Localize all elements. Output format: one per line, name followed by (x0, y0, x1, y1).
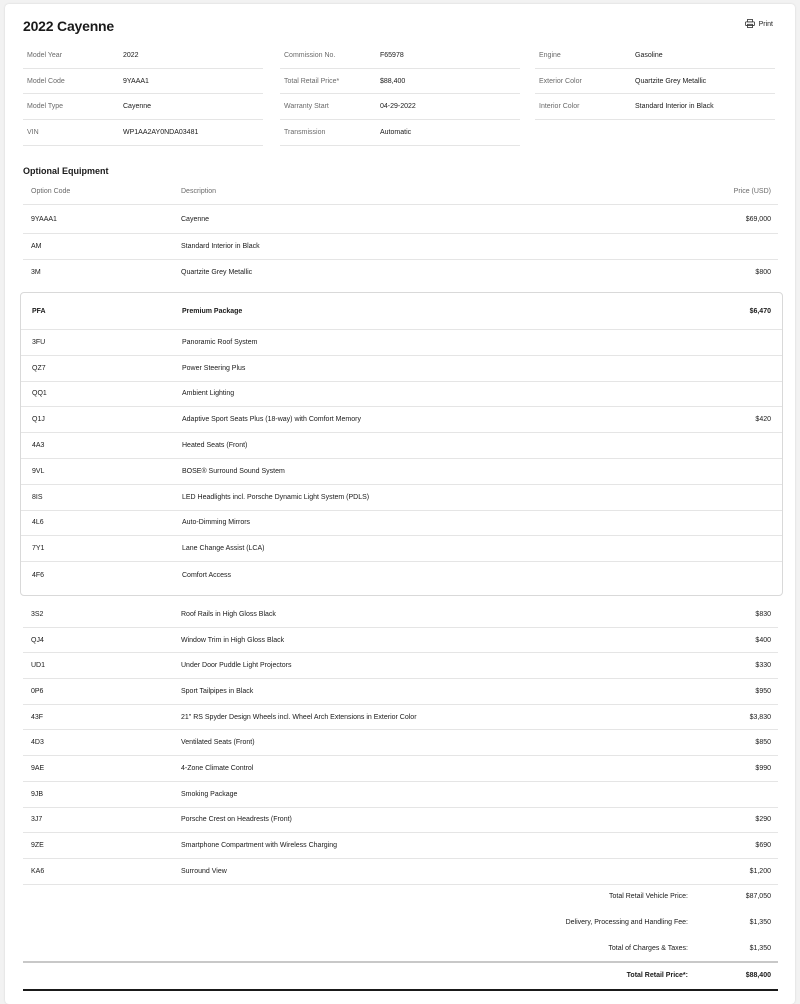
option-code: 3J7 (31, 816, 43, 824)
specs-column-3 (535, 43, 775, 120)
spec-key: Commission No. (284, 51, 336, 59)
package-item-row (21, 562, 782, 588)
option-description: Sport Tailpipes in Black (181, 687, 254, 695)
option-price: $990 (755, 764, 771, 772)
spec-value: Cayenne (123, 103, 152, 111)
option-price: $830 (755, 610, 771, 618)
spec-row (280, 43, 520, 69)
total-retail-price-label: Total Retail Price*: (626, 972, 688, 979)
option-description: Quartzite Grey Metallic (181, 269, 253, 277)
option-description: Heated Seats (Front) (182, 442, 248, 450)
option-price: $850 (755, 739, 771, 747)
option-price: $420 (755, 416, 771, 424)
equipment-rows-bottom (23, 602, 778, 885)
vehicle-details-sheet (5, 4, 795, 1004)
table-row (23, 730, 778, 756)
option-code: 7Y1 (32, 545, 45, 553)
option-description: LED Headlights incl. Porsche Dynamic Light System (PDLS) (182, 493, 370, 501)
option-price: $69,000 (745, 216, 771, 223)
option-code: 9VL (32, 467, 45, 475)
option-price: $1,200 (749, 867, 771, 875)
header-option-code: Option Code (31, 188, 71, 195)
table-row (23, 833, 778, 859)
equipment-table-header (23, 179, 778, 205)
option-code: QJ4 (31, 636, 44, 644)
option-description: Surround View (181, 867, 227, 875)
package-item-row (21, 407, 782, 433)
spec-key: Warranty Start (284, 103, 329, 111)
page-title: 2022 Cayenne (23, 18, 114, 34)
package-item-row (21, 330, 782, 356)
table-row (23, 260, 778, 286)
spec-value: Standard Interior in Black (635, 103, 714, 111)
option-description: Ambient Lighting (182, 390, 235, 398)
option-description: Porsche Crest on Headrests (Front) (181, 816, 292, 824)
package-items (21, 330, 782, 588)
option-code: KA6 (31, 867, 45, 875)
package-description: Premium Package (182, 307, 243, 315)
option-code: 4L6 (32, 519, 44, 527)
spec-row (23, 120, 263, 146)
spec-key: Model Type (27, 103, 64, 111)
optional-equipment-heading: Optional Equipment (23, 166, 109, 176)
equipment-rows-top (23, 206, 778, 285)
option-code: 3S2 (31, 610, 44, 618)
table-row (23, 628, 778, 654)
delivery-fee-row (23, 910, 778, 936)
spec-row (535, 69, 775, 95)
package-code: PFA (32, 307, 46, 315)
table-row (23, 782, 778, 808)
option-description: Cayenne (181, 216, 210, 223)
delivery-fee-value: $1,350 (749, 919, 771, 927)
header-price: Price (USD) (733, 188, 771, 195)
option-code: 43F (31, 713, 44, 721)
spec-key: Model Year (27, 51, 63, 59)
option-description: 4-Zone Climate Control (181, 764, 254, 772)
option-code: 0P6 (31, 687, 44, 695)
table-row (23, 602, 778, 628)
package-header-row (21, 293, 782, 330)
delivery-fee-label: Delivery, Processing and Handling Fee: (565, 919, 688, 927)
total-vehicle-price-label: Total Retail Vehicle Price: (609, 893, 688, 901)
option-code: 9JB (31, 790, 44, 798)
option-code: QZ7 (32, 364, 46, 372)
print-label: Print (758, 21, 773, 28)
option-description: Smartphone Compartment with Wireless Charging (181, 842, 338, 850)
package-price: $6,470 (749, 307, 771, 315)
option-code: UD1 (31, 662, 46, 670)
table-row (23, 653, 778, 679)
header-description: Description (181, 188, 217, 195)
option-description: Adaptive Sport Seats Plus (18-way) with Comfort Memory (182, 416, 361, 424)
option-price: $690 (755, 842, 771, 850)
option-price: $400 (755, 636, 771, 644)
printer-icon (745, 19, 755, 30)
option-description: Window Trim in High Gloss Black (181, 636, 285, 644)
option-description: Smoking Package (181, 790, 238, 798)
spec-value: F65978 (380, 51, 404, 59)
package-item-row (21, 356, 782, 382)
total-retail-price-row (23, 961, 778, 991)
total-retail-price-value: $88,400 (745, 972, 771, 979)
option-code: 3M (31, 269, 41, 277)
spec-value: 2022 (123, 51, 139, 59)
option-description: Under Door Puddle Light Projectors (181, 662, 292, 670)
option-description: Comfort Access (182, 571, 232, 579)
spec-key: VIN (27, 128, 39, 136)
spec-key: Interior Color (539, 103, 580, 111)
option-code: 9AE (31, 764, 45, 772)
price-totals (23, 884, 778, 961)
table-row (23, 679, 778, 705)
option-price: $290 (755, 816, 771, 824)
spec-value: 04-29-2022 (380, 103, 416, 111)
option-price: $800 (755, 269, 771, 277)
spec-value: $88,400 (380, 77, 406, 85)
specs-column-2 (280, 43, 520, 146)
option-description: BOSE® Surround Sound System (182, 467, 285, 475)
spec-value: 9YAAA1 (123, 77, 149, 85)
premium-package-group (20, 292, 783, 596)
spec-key: Transmission (284, 128, 326, 136)
option-description: Ventilated Seats (Front) (181, 739, 255, 747)
option-description: Auto-Dimming Mirrors (182, 519, 251, 527)
option-code: 8IS (32, 493, 43, 501)
option-description: Standard Interior in Black (181, 242, 260, 250)
option-description: 21" RS Spyder Design Wheels incl. Wheel Arch Extensions in Exterior Color (181, 713, 417, 721)
spec-key: Exterior Color (539, 77, 582, 85)
table-row (23, 234, 778, 260)
specs-column-1 (23, 43, 263, 146)
spec-key: Total Retail Price* (284, 77, 340, 85)
option-description: Power Steering Plus (182, 364, 246, 372)
spec-row (23, 43, 263, 69)
spec-row (23, 94, 263, 120)
option-price: $3,830 (749, 713, 771, 721)
vin-value: WP1AA2AY0NDA03481 (123, 128, 199, 136)
spec-value: Gasoline (635, 51, 663, 59)
spec-value: Quartzite Grey Metallic (635, 77, 707, 85)
spec-row (535, 94, 775, 120)
spec-value: Automatic (380, 128, 412, 136)
option-description: Roof Rails in High Gloss Black (181, 610, 276, 618)
option-code: 4F6 (32, 571, 45, 579)
package-item-row (21, 433, 782, 459)
charges-taxes-row (23, 935, 778, 961)
charges-taxes-label: Total of Charges & Taxes: (608, 944, 688, 952)
spec-key: Model Code (27, 77, 65, 85)
package-item-row (21, 485, 782, 511)
option-code: 3FU (32, 338, 46, 346)
spec-row (23, 69, 263, 95)
table-row (23, 859, 778, 885)
total-vehicle-price-value: $87,050 (745, 893, 771, 901)
spec-row (535, 43, 775, 69)
charges-taxes-value: $1,350 (749, 944, 771, 952)
option-code: 4A3 (32, 442, 45, 450)
option-code: AM (31, 242, 42, 250)
package-item-row (21, 382, 782, 408)
spec-key: Engine (539, 51, 561, 59)
table-row (23, 206, 778, 234)
option-price: $950 (755, 687, 771, 695)
spec-row (280, 120, 520, 146)
option-code: 4D3 (31, 739, 44, 747)
print-button[interactable] (745, 19, 773, 30)
option-code: Q1J (32, 416, 45, 424)
spec-row (280, 69, 520, 95)
table-row (23, 808, 778, 834)
option-code: 9ZE (31, 842, 44, 850)
option-code: 9YAAA1 (31, 216, 57, 223)
package-item-row (21, 511, 782, 537)
table-row (23, 705, 778, 731)
package-item-row (21, 459, 782, 485)
total-vehicle-price-row (23, 884, 778, 910)
table-row (23, 756, 778, 782)
spec-row (280, 94, 520, 120)
option-price: $330 (755, 662, 771, 670)
option-code: QQ1 (32, 390, 47, 398)
package-item-row (21, 536, 782, 562)
option-description: Panoramic Roof System (182, 338, 258, 346)
option-description: Lane Change Assist (LCA) (182, 545, 265, 553)
